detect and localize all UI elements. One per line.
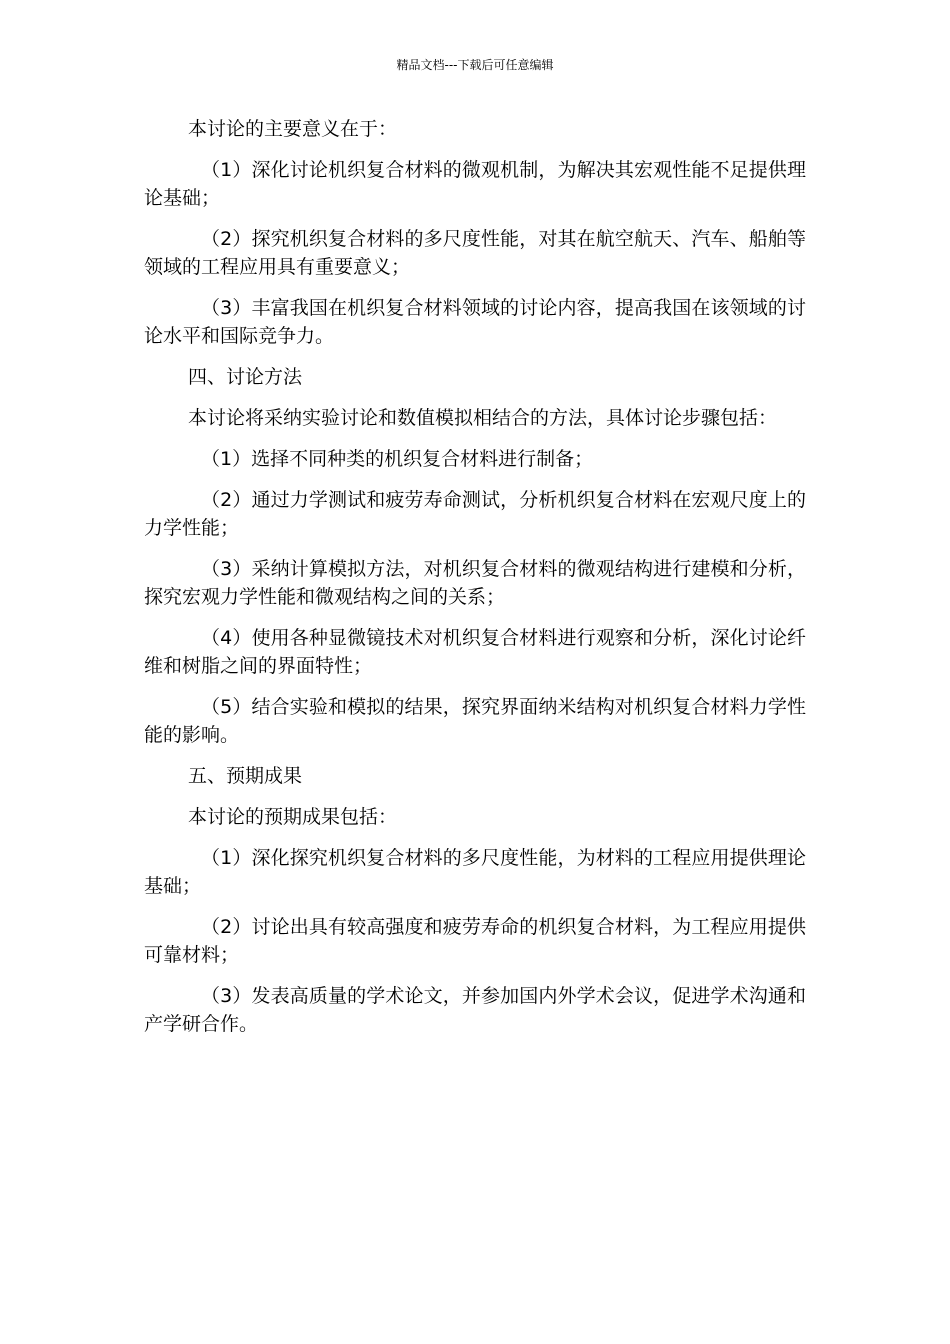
paragraph-significance-intro: 本讨论的主要意义在于： (188, 118, 398, 140)
paragraph-outcomes-intro: 本讨论的预期成果包括： (188, 806, 398, 828)
paragraph-methods-intro: 本讨论将采纳实验讨论和数值模拟相结合的方法，具体讨论步骤包括： (188, 407, 778, 429)
paragraph-outcomes-item-2: （2）讨论出具有较高强度和疲劳寿命的机织复合材料，为工程应用提供可靠材料； (144, 916, 806, 966)
document-body (144, 115, 806, 1051)
paragraph-outcomes-item-3: （3）发表高质量的学术论文，并参加国内外学术会议，促进学术沟通和产学研合作。 (144, 985, 806, 1035)
paragraph-significance-item-3: （3）丰富我国在机织复合材料领域的讨论内容，提高我国在该领域的讨论水平和国际竞争力。 (144, 297, 806, 347)
section-heading-outcomes: 五、预期成果 (188, 765, 303, 787)
paragraph-significance-item-2: （2）探究机织复合材料的多尺度性能，对其在航空航天、汽车、船舶等领域的工程应用具有重要意义； (144, 228, 806, 278)
paragraph-methods-step-3: （3）采纳计算模拟方法，对机织复合材料的微观结构进行建模和分析，探究宏观力学性能和微观结构之间的关系； (144, 558, 806, 608)
page-header: 精品文档---下载后可任意编辑 (396, 58, 554, 72)
paragraph-methods-step-5: （5）结合实验和模拟的结果，探究界面纳米结构对机织复合材料力学性能的影响。 (144, 696, 806, 746)
paragraph-significance-item-1: （1）深化讨论机织复合材料的微观机制，为解决其宏观性能不足提供理论基础； (144, 159, 806, 209)
paragraph-methods-step-4: （4）使用各种显微镜技术对机织复合材料进行观察和分析，深化讨论纤维和树脂之间的界面特性； (144, 627, 806, 677)
paragraph-outcomes-item-1: （1）深化探究机织复合材料的多尺度性能，为材料的工程应用提供理论基础； (144, 847, 806, 897)
paragraph-methods-step-2: （2）通过力学测试和疲劳寿命测试，分析机织复合材料在宏观尺度上的力学性能； (144, 489, 806, 539)
paragraph-methods-step-1: （1）选择不同种类的机织复合材料进行制备； (201, 448, 594, 470)
section-heading-methods: 四、讨论方法 (188, 366, 303, 388)
